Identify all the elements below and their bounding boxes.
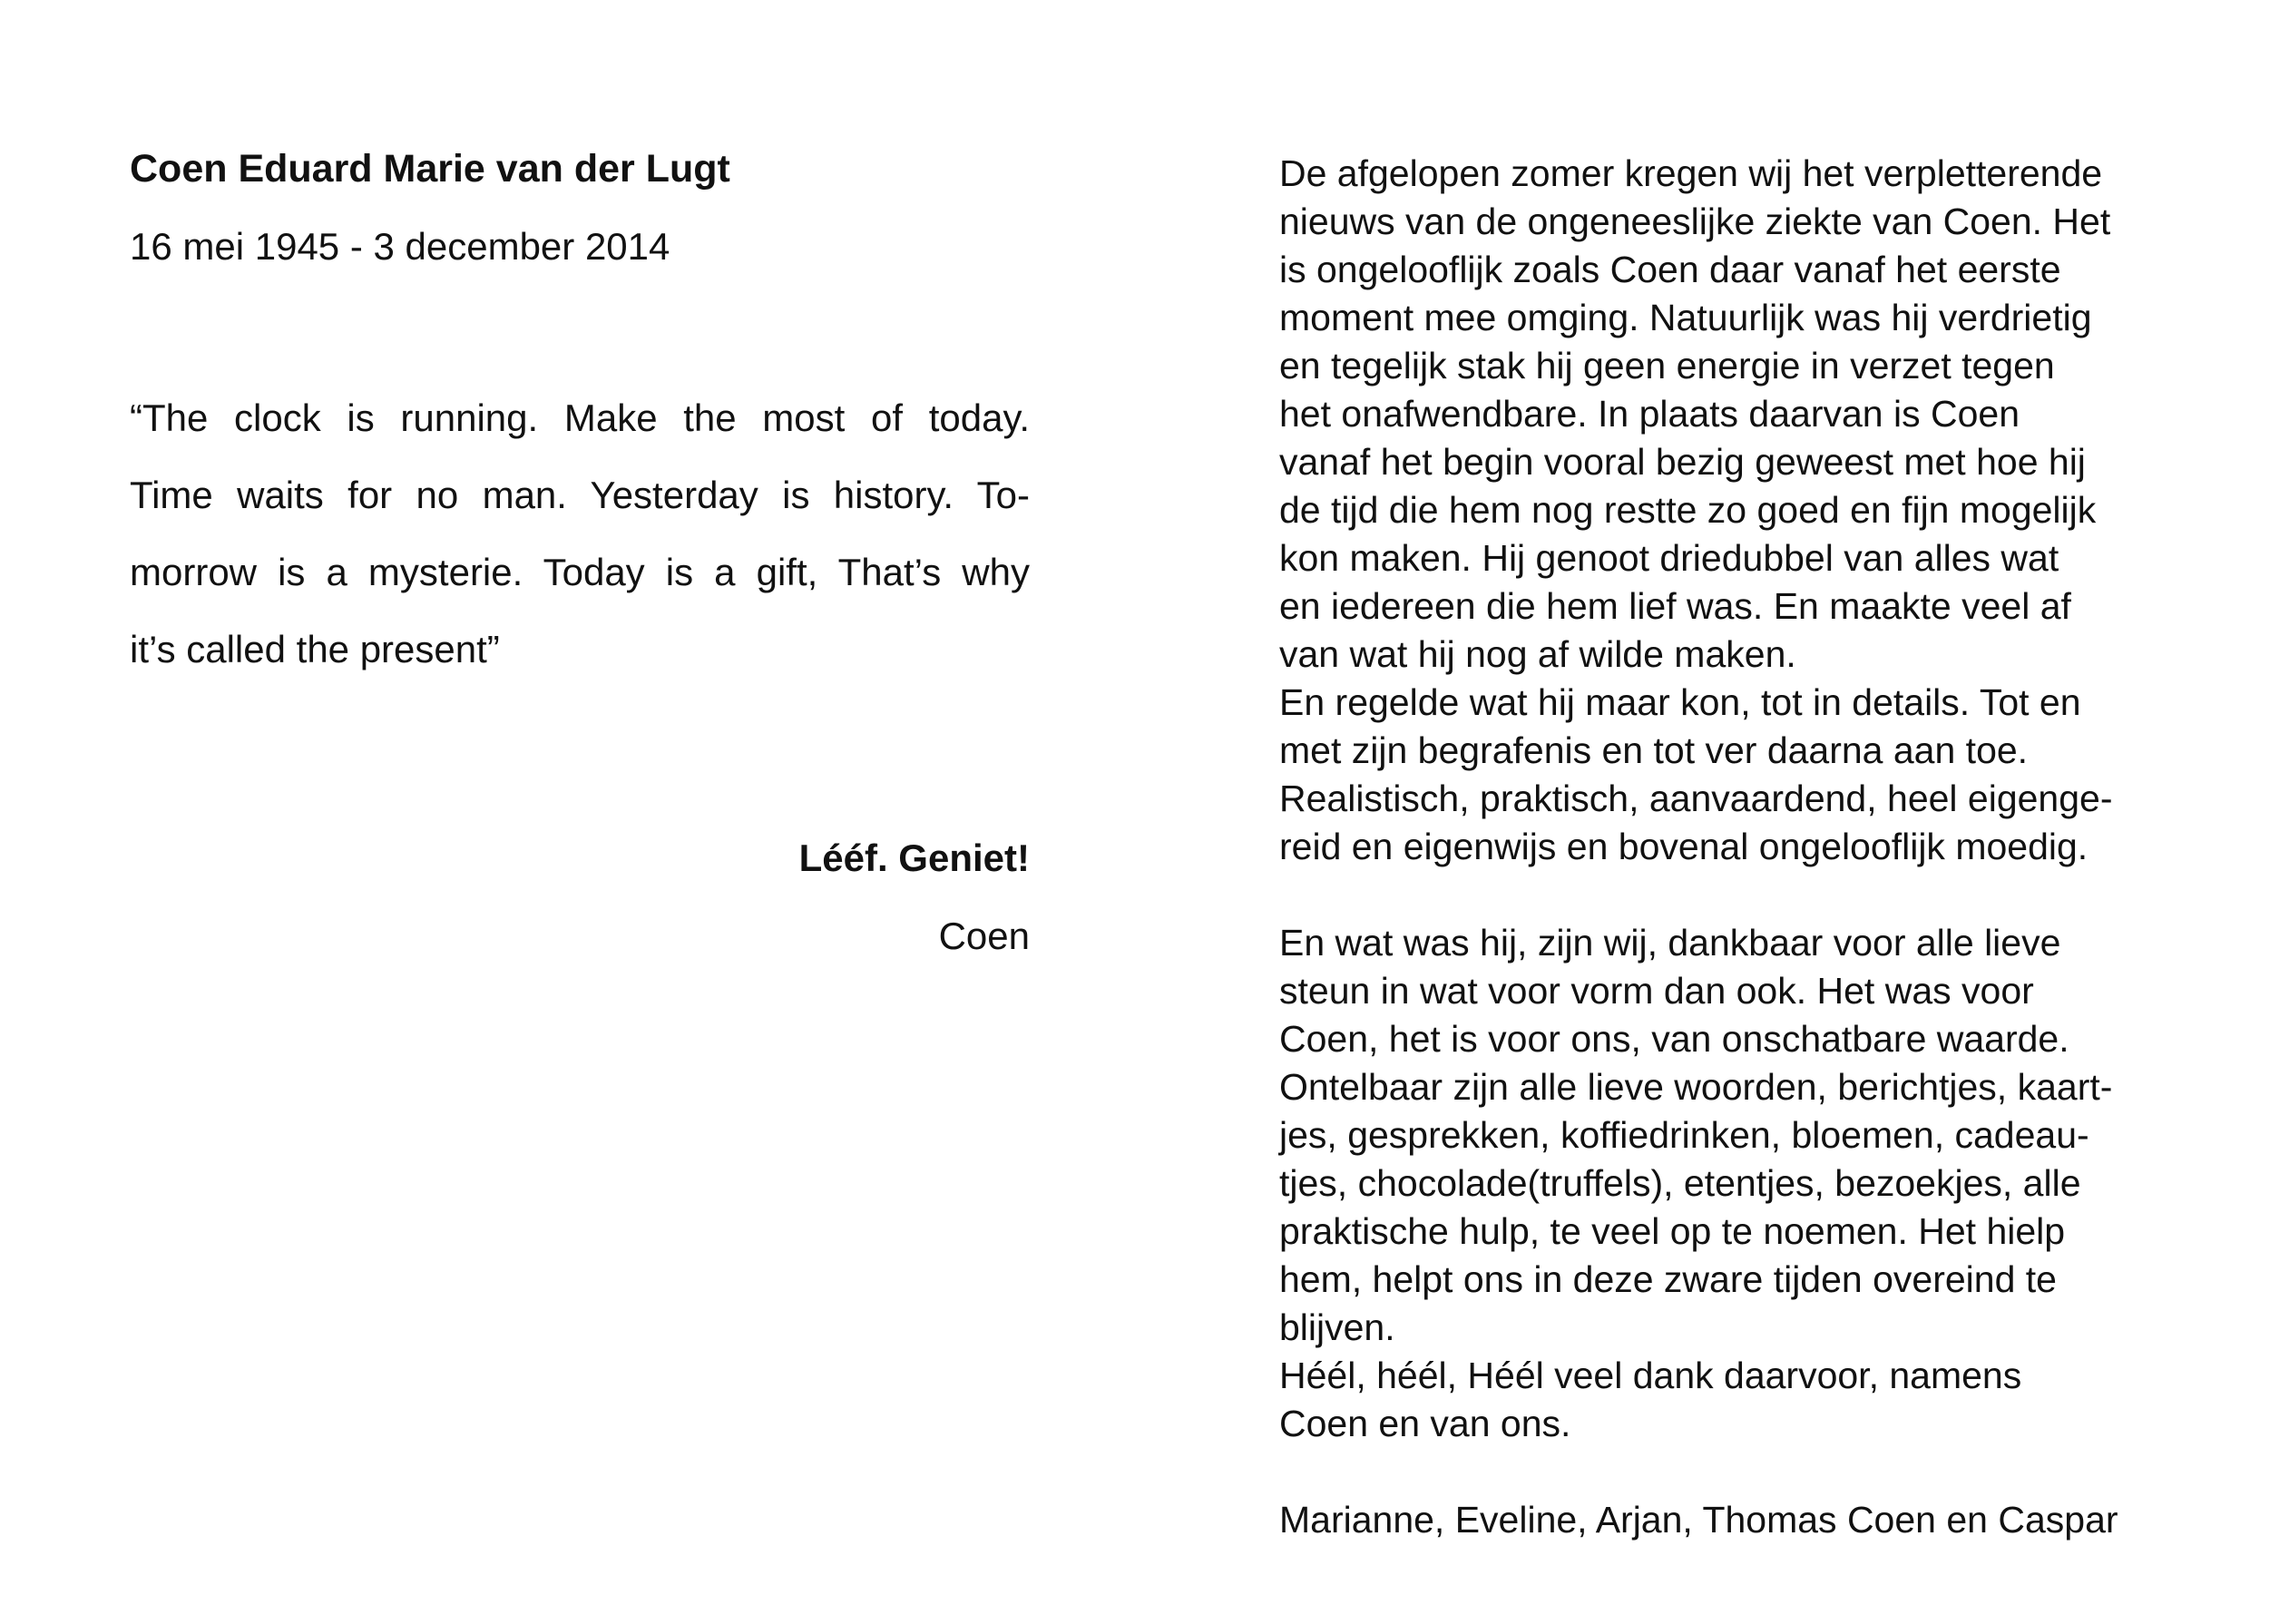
paragraph-gap: [1279, 1448, 2186, 1496]
paragraph-gap: [1279, 871, 2186, 919]
motto: Lééf. Geniet!: [798, 836, 1030, 879]
text-line: met zijn begrafenis en tot ver daarna aan toe.: [1279, 729, 2029, 771]
quote-block: [130, 379, 1030, 688]
closing-signatures: Marianne, Eveline, Arjan, Thomas Coen en Caspar: [1279, 1499, 2118, 1541]
text-line: en iedereen die hem lief was. En maakte veel af: [1279, 585, 2071, 627]
text-line: nieuws van de ongeneeslijke ziekte van Coen. Het: [1279, 201, 2111, 242]
text-line: Realistisch, praktisch, aanvaardend, heel eigenge-: [1279, 778, 2113, 819]
text-line: moment mee omging. Natuurlijk was hij verdrietig: [1279, 297, 2092, 338]
text-line: Coen, het is voor ons, van onschatbare waarde.: [1279, 1018, 2069, 1060]
text-line: blijven.: [1279, 1306, 1395, 1348]
quote-line: morrow is a mysterie. Today is a gift, That’s why: [130, 551, 1030, 593]
quote-line: Time waits for no man. Yesterday is history. To-: [130, 474, 1030, 516]
paragraph-1: [1279, 150, 2186, 871]
paragraph-2: [1279, 919, 2186, 1448]
text-line: tjes, chocolade(truffels), etentjes, bezoekjes, alle: [1279, 1162, 2081, 1204]
text-line: van wat hij nog af wilde maken.: [1279, 633, 1796, 675]
text-line: de tijd die hem nog restte zo goed en fijn mogelijk: [1279, 489, 2097, 531]
text-line: hem, helpt ons in deze zware tijden overeind te: [1279, 1258, 2057, 1300]
life-dates: 16 mei 1945 - 3 december 2014: [130, 225, 670, 268]
text-line: En regelde wat hij maar kon, tot in details. Tot en: [1279, 681, 2081, 723]
text-line: Ontelbaar zijn alle lieve woorden, berichtjes, kaart-: [1279, 1066, 2113, 1108]
text-line: praktische hulp, te veel op te noemen. Het hielp: [1279, 1210, 2066, 1252]
text-line: kon maken. Hij genoot driedubbel van alles wat: [1279, 537, 2059, 579]
text-line: De afgelopen zomer kregen wij het verpletterende: [1279, 152, 2103, 194]
text-line: is ongelooflijk zoals Coen daar vanaf het eerste: [1279, 249, 2061, 290]
text-line: en tegelijk stak hij geen energie in verzet tegen: [1279, 345, 2055, 386]
text-line: het onafwendbare. In plaats daarvan is Coen: [1279, 393, 2020, 435]
text-line: Héél, héél, Héél veel dank daarvoor, namens: [1279, 1355, 2022, 1396]
right-page: [1279, 150, 2186, 1544]
quote-line: it’s called the present”: [130, 628, 500, 670]
text-line: Coen en van ons.: [1279, 1403, 1571, 1444]
quote-line: “The clock is running. Make the most of today.: [130, 396, 1030, 439]
signature: Coen: [938, 915, 1030, 957]
deceased-name: Coen Eduard Marie van der Lugt: [130, 147, 730, 191]
text-line: steun in wat voor vorm dan ook. Het was voor: [1279, 970, 2034, 1012]
text-line: vanaf het begin vooral bezig geweest met hoe hij: [1279, 441, 2086, 483]
text-line: En wat was hij, zijn wij, dankbaar voor alle lieve: [1279, 922, 2061, 964]
text-line: jes, gesprekken, koffiedrinken, bloemen, cadeau-: [1279, 1114, 2089, 1156]
text-line: reid en eigenwijs en bovenal ongelooflijk moedig.: [1279, 826, 2088, 867]
